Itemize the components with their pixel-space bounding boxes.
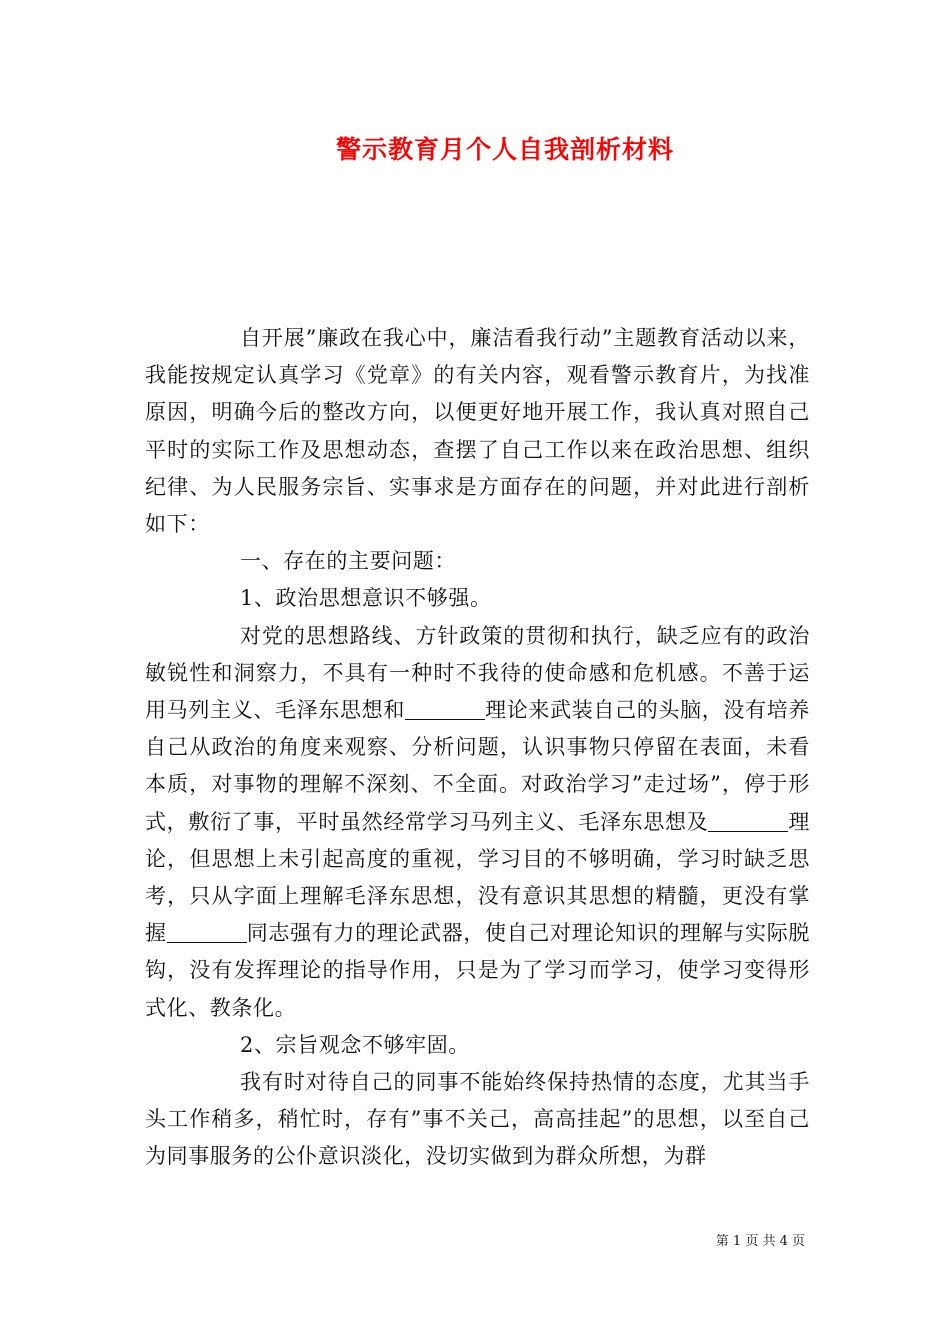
document-body <box>145 320 810 1176</box>
document-title: 警示教育月个人自我剖析材料 <box>335 135 674 164</box>
blank-underline <box>708 810 788 832</box>
blank-underline <box>405 698 485 720</box>
section-heading: 一、存在的主要问题： <box>240 549 456 574</box>
page-number: 第 1 页 共 4 页 <box>715 1234 805 1249</box>
politics-paragraph <box>145 618 810 1027</box>
politics-text-1: 对党的思想路线、方针政策的贯彻和执行，缺乏应有的政治敏锐性和洞察力，不具有一种时不我待的使命感和危机感。不善于运用马列主义、毛泽东思想和 <box>145 623 810 723</box>
subsection-heading-2: 2、宗旨观念不够牢固。 <box>240 1032 470 1057</box>
politics-text-3: 理论，但思想上未引起高度的重视，学习目的不够明确，学习时缺乏思考，只从字面上理解毛泽东思想，没有意识其思想的精髓，更没有掌握 <box>145 809 810 946</box>
service-paragraph: 我有时对待自己的同事不能始终保持热情的态度，尤其当手头工作稍多，稍忙时，存有”事不关己，高高挂起”的思想，以至自己为同事服务的公仆意识淡化，没切实做到为群众所想，为群 <box>145 1070 810 1169</box>
blank-underline <box>167 921 247 943</box>
subsection-heading-1: 1、政治思想意识不够强。 <box>240 586 492 611</box>
intro-paragraph: 自开展”廉政在我心中，廉洁看我行动”主题教育活动以来，我能按规定认真学习《党章》的有关内容，观看警示教育片，为找准原因，明确今后的整改方向，以便更好地开展工作，我认真对照自己平时的实际工作及思想动态，查摆了自己工作以来在政治思想、组织纪律、为人民服务宗旨、实事求是方面存在的问题，并对此进行剖析如下： <box>145 326 810 537</box>
politics-text-2: 理论来武装自己的头脑，没有培养自己从政治的角度来观察、分析问题，认识事物只停留在表面，未看本质，对事物的理解不深刻、不全面。对政治学习”走过场”，停于形式，敷衍了事，平时虽然经常学习马列主义、毛泽东思想及 <box>145 698 810 834</box>
politics-text-4: 同志强有力的理论武器，使自己对理论知识的理解与实际脱钩，没有发挥理论的指导作用，只是为了学习而学习，使学习变得形式化、教条化。 <box>145 921 810 1020</box>
